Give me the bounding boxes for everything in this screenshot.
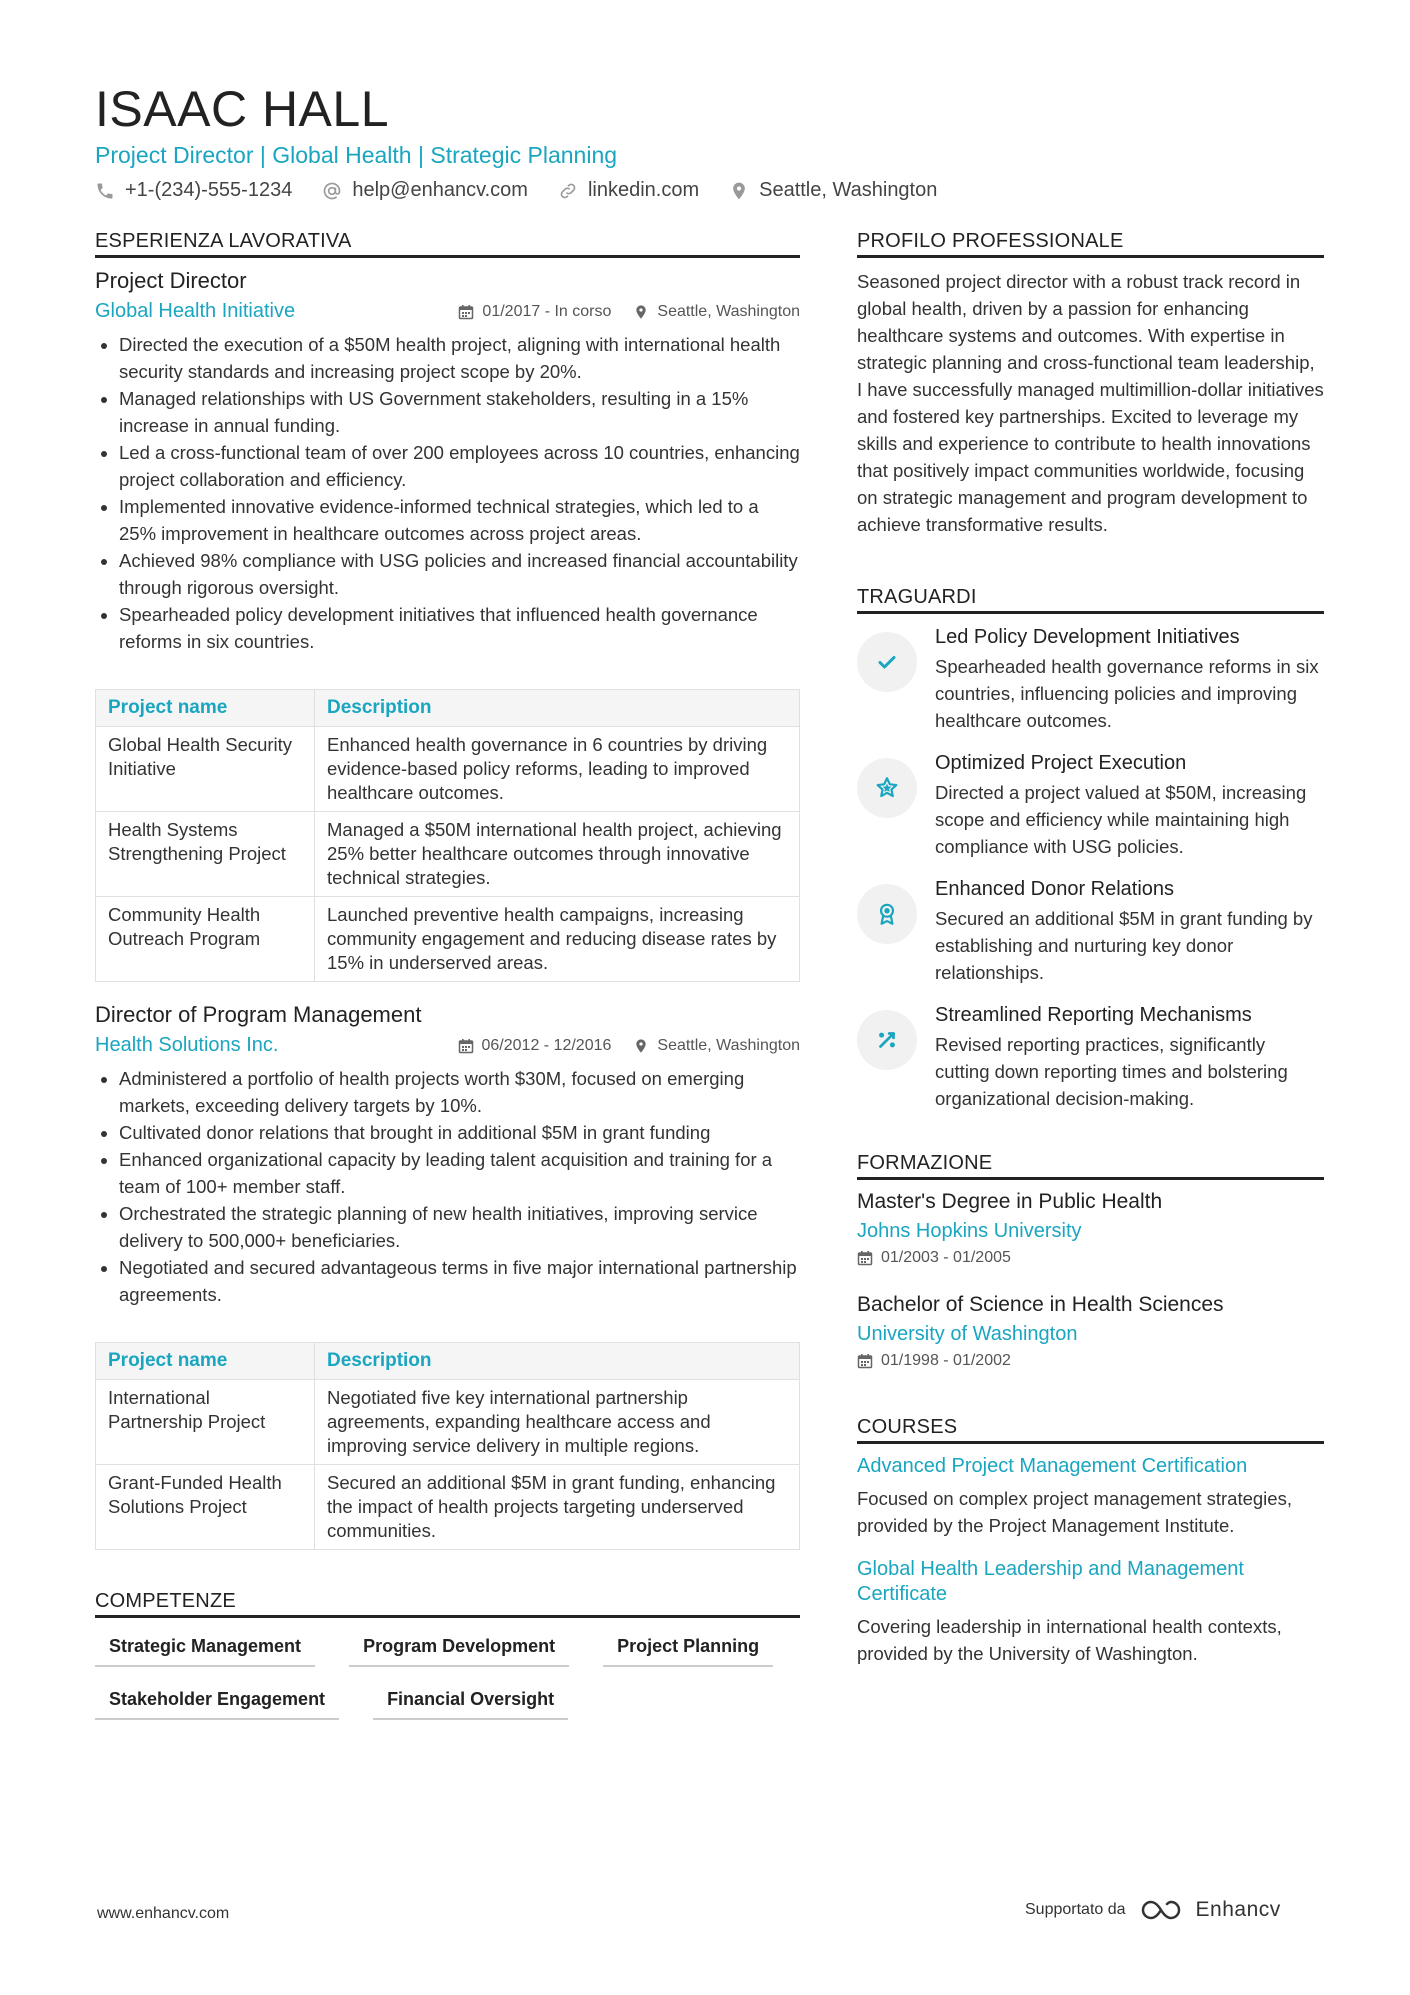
candidate-headline: Project Director | Global Health | Strategic Planning xyxy=(95,142,618,168)
powered-by-label: Supportato da xyxy=(1025,1901,1126,1918)
bullet-item: • Led a cross-functional team of over 200 employees across 10 countries, enhancing project collaboration and efficiency. xyxy=(119,439,800,493)
job-location xyxy=(633,1037,800,1055)
table-cell: Enhanced health governance in 6 countries by driving evidence-based policy reforms, leading to improved healthcare outcomes. xyxy=(315,727,800,812)
skill-tag: Stakeholder Engagement xyxy=(95,1683,339,1720)
job-meta xyxy=(95,1034,800,1057)
course-title: Global Health Leadership and Management Certificate xyxy=(857,1558,1244,1605)
job-location xyxy=(633,303,800,321)
contact-phone xyxy=(95,179,292,202)
check-icon xyxy=(857,632,917,692)
table-cell: Negotiated five key international partnership agreements, expanding healthcare access and improving service delivery in multiple regions. xyxy=(315,1380,800,1465)
resume-header xyxy=(95,80,1325,202)
job-role: Director of Program Management xyxy=(95,1002,422,1027)
profile-summary: Seasoned project director with a robust track record in global health, driven by a passion for enhancing healthcare systems and outcomes. With expertise in strategic planning and cross-functional team leadership, I have successfully managed multimillion-dollar initiatives and fostered key partnerships. Excited to leverage my skills and experience to contribute to health innovations that positively impact communities worldwide, focusing on strategic management and program development to achieve transformative results. xyxy=(857,271,1324,535)
job-meta xyxy=(95,300,800,323)
bullet-item: • Enhanced organizational capacity by leading talent acquisition and training for a team of 100+ member staff. xyxy=(119,1146,800,1200)
table-cell: Launched preventive health campaigns, increasing community engagement and reducing disease rates by 15% in underserved areas. xyxy=(315,897,800,982)
achievement-title: Led Policy Development Initiatives xyxy=(935,626,1240,648)
phone-text: +1-(234)-555-1234 xyxy=(125,179,293,201)
job-bullets xyxy=(95,331,800,655)
table-cell: International Partnership Project xyxy=(96,1380,315,1465)
contact-location xyxy=(729,179,937,202)
location-pin-icon xyxy=(729,181,749,201)
table-row xyxy=(96,812,800,897)
achievement-desc: Secured an additional $5M in grant funding by establishing and nurturing key donor relationships. xyxy=(935,908,1313,983)
education-dates xyxy=(857,1352,1324,1370)
candidate-name: ISAAC HALL xyxy=(95,81,390,137)
job-dates-text: 01/2017 - In corso xyxy=(482,302,612,320)
skills-list xyxy=(95,1630,800,1720)
course-entry xyxy=(857,1454,1324,1539)
phone-icon xyxy=(95,181,115,201)
table-cell: Secured an additional $5M in grant funding, enhancing the impact of health projects targeting underserved communities. xyxy=(315,1465,800,1550)
table-header: Description xyxy=(315,1343,800,1380)
projects-table xyxy=(95,689,800,982)
left-column xyxy=(95,230,800,1720)
contact-linkedin[interactable] xyxy=(558,179,699,202)
job-entry xyxy=(95,268,800,982)
bullet-item: • Implemented innovative evidence-informed technical strategies, which led to a 25% improvement in healthcare outcomes across project areas. xyxy=(119,493,800,547)
bullet-item: • Spearheaded policy development initiatives that influenced health governance reforms in six countries. xyxy=(119,601,800,655)
table-header: Project name xyxy=(96,690,315,727)
achievement-title: Streamlined Reporting Mechanisms xyxy=(935,1004,1252,1026)
section-title-education: FORMAZIONE xyxy=(857,1152,1324,1180)
course-desc: Covering leadership in international health contexts, provided by the University of Washington. xyxy=(857,1616,1282,1664)
job-company: Global Health Initiative xyxy=(95,300,296,322)
job-location-text: Seattle, Washington xyxy=(657,302,800,320)
table-cell: Managed a $50M international health project, achieving 25% better healthcare outcomes through innovative technical strategies. xyxy=(315,812,800,897)
table-row xyxy=(96,1465,800,1550)
education-degree: Bachelor of Science in Health Sciences xyxy=(857,1293,1224,1316)
achievement-item xyxy=(857,626,1324,734)
bullet-item: • Orchestrated the strategic planning of new health initiatives, improving service delivery to 500,000+ beneficiaries. xyxy=(119,1200,800,1254)
job-details xyxy=(458,1037,801,1055)
location-pin-icon xyxy=(633,1038,649,1054)
course-entry xyxy=(857,1557,1324,1667)
email-text[interactable]: help@enhancv.com xyxy=(352,179,528,201)
bullet-item: • Achieved 98% compliance with USG policies and increased financial accountability through rigorous oversight. xyxy=(119,547,800,601)
link-icon xyxy=(558,181,578,201)
achievement-item xyxy=(857,878,1324,986)
bullet-item: • Directed the execution of a $50M health project, aligning with international health security standards and increasing project scope by 20%. xyxy=(119,331,800,385)
achievement-desc: Directed a project valued at $50M, increasing scope and efficiency while maintaining high compliance with USG policies. xyxy=(935,782,1307,857)
footer-website[interactable]: www.enhancv.com xyxy=(97,1905,230,1922)
percent-icon xyxy=(857,1010,917,1070)
bullet-item: • Managed relationships with US Government stakeholders, resulting in a 15% increase in annual funding. xyxy=(119,385,800,439)
achievement-desc: Revised reporting practices, significantly cutting down reporting times and bolstering organizational decision-making. xyxy=(935,1034,1288,1109)
brand-name: Enhancv xyxy=(1195,1898,1281,1921)
enhancv-logo-icon xyxy=(1138,1898,1184,1922)
location-pin-icon xyxy=(633,304,649,320)
job-entry xyxy=(95,1002,800,1550)
education-section xyxy=(857,1152,1324,1370)
table-header: Description xyxy=(315,690,800,727)
calendar-icon xyxy=(458,1038,474,1054)
calendar-icon xyxy=(857,1250,873,1266)
job-dates xyxy=(458,1037,612,1055)
education-school: Johns Hopkins University xyxy=(857,1220,1082,1242)
calendar-icon xyxy=(458,304,474,320)
linkedin-text[interactable]: linkedin.com xyxy=(587,179,700,201)
job-dates xyxy=(458,303,611,321)
job-company: Health Solutions Inc. xyxy=(95,1034,279,1056)
bullet-item: • Administered a portfolio of health projects worth $30M, focused on emerging markets, exceeding delivery targets by 10%. xyxy=(119,1065,800,1119)
courses-section xyxy=(857,1416,1324,1667)
achievement-item xyxy=(857,1004,1324,1112)
job-bullets xyxy=(95,1065,800,1308)
location-text: Seattle, Washington xyxy=(759,179,938,201)
section-title-courses: COURSES xyxy=(857,1416,1324,1444)
section-title-profile: PROFILO PROFESSIONALE xyxy=(857,230,1324,258)
calendar-icon xyxy=(857,1353,873,1369)
section-title-experience: ESPERIENZA LAVORATIVA xyxy=(95,230,800,258)
table-cell: Global Health Security Initiative xyxy=(96,727,315,812)
table-header: Project name xyxy=(96,1343,315,1380)
achievement-item xyxy=(857,752,1324,860)
contact-bar xyxy=(95,179,1325,202)
table-row xyxy=(96,727,800,812)
table-row xyxy=(96,897,800,982)
skill-tag: Program Development xyxy=(349,1630,569,1667)
education-degree: Master's Degree in Public Health xyxy=(857,1190,1163,1213)
table-cell: Health Systems Strengthening Project xyxy=(96,812,315,897)
table-header-row xyxy=(96,1343,800,1380)
bullet-item: • Cultivated donor relations that brought in additional $5M in grant funding xyxy=(119,1119,800,1146)
section-title-skills: COMPETENZE xyxy=(95,1590,800,1618)
table-header-row xyxy=(96,690,800,727)
education-school: University of Washington xyxy=(857,1323,1078,1345)
footer-branding xyxy=(1025,1898,1281,1922)
achievement-title: Enhanced Donor Relations xyxy=(935,878,1175,900)
education-dates-text: 01/2003 - 01/2005 xyxy=(881,1249,1011,1266)
table-cell: Grant-Funded Health Solutions Project xyxy=(96,1465,315,1550)
course-desc: Focused on complex project management strategies, provided by the Project Management Institute. xyxy=(857,1488,1292,1536)
job-dates-text: 06/2012 - 12/2016 xyxy=(481,1036,612,1054)
achievement-desc: Spearheaded health governance reforms in six countries, influencing policies and improving healthcare outcomes. xyxy=(935,656,1319,731)
bullet-item: • Negotiated and secured advantageous terms in five major international partnership agreements. xyxy=(119,1254,800,1308)
right-column xyxy=(857,230,1324,1667)
course-title: Advanced Project Management Certification xyxy=(857,1455,1248,1477)
education-entry xyxy=(857,1293,1324,1370)
contact-email[interactable] xyxy=(322,179,528,202)
table-row xyxy=(96,1380,800,1465)
award-icon xyxy=(857,884,917,944)
job-details xyxy=(458,303,800,321)
star-icon xyxy=(857,758,917,818)
education-entry xyxy=(857,1190,1324,1267)
achievement-title: Optimized Project Execution xyxy=(935,752,1187,774)
education-dates xyxy=(857,1249,1324,1267)
education-dates-text: 01/1998 - 01/2002 xyxy=(881,1352,1011,1369)
at-icon xyxy=(322,181,342,201)
projects-table xyxy=(95,1342,800,1550)
skill-tag: Financial Oversight xyxy=(373,1683,568,1720)
job-location-text: Seattle, Washington xyxy=(657,1036,800,1054)
table-cell: Community Health Outreach Program xyxy=(96,897,315,982)
job-role: Project Director xyxy=(95,268,247,293)
skill-tag: Project Planning xyxy=(603,1630,773,1667)
skills-section xyxy=(95,1590,800,1720)
achievements-section xyxy=(857,586,1324,1112)
skill-tag: Strategic Management xyxy=(95,1630,315,1667)
section-title-achievements: TRAGUARDI xyxy=(857,586,1324,614)
